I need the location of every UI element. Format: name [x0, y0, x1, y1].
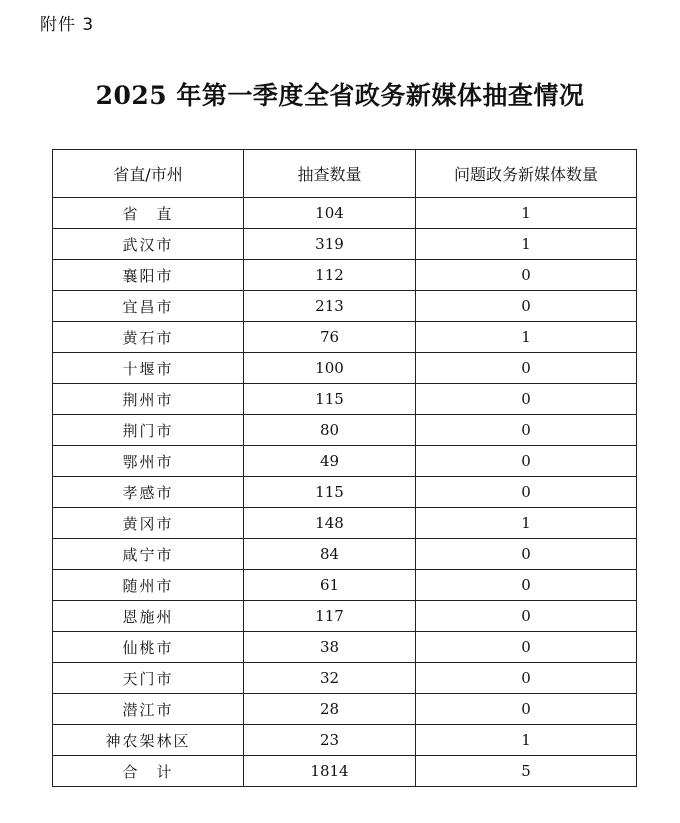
- problem-cell: 0: [416, 539, 637, 570]
- total-problem-cell: 5: [416, 756, 637, 787]
- table-row: [53, 291, 637, 322]
- sampled-cell: 115: [244, 477, 416, 508]
- table-body: [53, 198, 637, 787]
- region-cell: 潜江市: [53, 694, 244, 725]
- problem-cell: 1: [416, 725, 637, 756]
- inspection-table: [52, 149, 637, 787]
- header-region: 省直/市州: [53, 150, 244, 198]
- problem-cell: 0: [416, 694, 637, 725]
- table-row: [53, 632, 637, 663]
- total-row: [53, 756, 637, 787]
- region-cell: 仙桃市: [53, 632, 244, 663]
- region-cell: 襄阳市: [53, 260, 244, 291]
- sampled-cell: 100: [244, 353, 416, 384]
- header-sampled-count: 抽查数量: [244, 150, 416, 198]
- problem-cell: 1: [416, 198, 637, 229]
- sampled-cell: 76: [244, 322, 416, 353]
- problem-cell: 0: [416, 384, 637, 415]
- region-cell: 恩施州: [53, 601, 244, 632]
- table-row: [53, 601, 637, 632]
- problem-cell: 1: [416, 322, 637, 353]
- page-title: 2025 年第一季度全省政务新媒体抽查情况: [95, 81, 585, 110]
- table-row: [53, 446, 637, 477]
- table-row: [53, 477, 637, 508]
- problem-cell: 1: [416, 508, 637, 539]
- problem-cell: 1: [416, 229, 637, 260]
- region-cell: 荆门市: [53, 415, 244, 446]
- problem-cell: 0: [416, 291, 637, 322]
- problem-cell: 0: [416, 260, 637, 291]
- total-sampled-cell: 1814: [244, 756, 416, 787]
- region-cell: 天门市: [53, 663, 244, 694]
- problem-cell: 0: [416, 477, 637, 508]
- region-cell: 宜昌市: [53, 291, 244, 322]
- total-label-cell: 合 计: [53, 756, 244, 787]
- problem-cell: 0: [416, 601, 637, 632]
- region-cell: 荆州市: [53, 384, 244, 415]
- sampled-cell: 115: [244, 384, 416, 415]
- problem-cell: 0: [416, 663, 637, 694]
- attachment-label: 附件 3: [40, 15, 95, 35]
- sampled-cell: 49: [244, 446, 416, 477]
- sampled-cell: 148: [244, 508, 416, 539]
- problem-cell: 0: [416, 353, 637, 384]
- table-row: [53, 694, 637, 725]
- sampled-cell: 28: [244, 694, 416, 725]
- table-row: [53, 229, 637, 260]
- region-cell: 随州市: [53, 570, 244, 601]
- table-row: [53, 198, 637, 229]
- sampled-cell: 117: [244, 601, 416, 632]
- sampled-cell: 23: [244, 725, 416, 756]
- sampled-cell: 112: [244, 260, 416, 291]
- table-row: [53, 322, 637, 353]
- header-row: [53, 150, 637, 198]
- sampled-cell: 104: [244, 198, 416, 229]
- table-row: [53, 415, 637, 446]
- problem-cell: 0: [416, 446, 637, 477]
- table-row: [53, 353, 637, 384]
- table-row: [53, 508, 637, 539]
- table-row: [53, 570, 637, 601]
- region-cell: 黄石市: [53, 322, 244, 353]
- problem-cell: 0: [416, 632, 637, 663]
- problem-cell: 0: [416, 570, 637, 601]
- table-row: [53, 260, 637, 291]
- region-cell: 省 直: [53, 198, 244, 229]
- table-row: [53, 384, 637, 415]
- region-cell: 神农架林区: [53, 725, 244, 756]
- table-row: [53, 725, 637, 756]
- sampled-cell: 61: [244, 570, 416, 601]
- region-cell: 武汉市: [53, 229, 244, 260]
- region-cell: 黄冈市: [53, 508, 244, 539]
- sampled-cell: 80: [244, 415, 416, 446]
- sampled-cell: 32: [244, 663, 416, 694]
- region-cell: 孝感市: [53, 477, 244, 508]
- region-cell: 十堰市: [53, 353, 244, 384]
- header-problem-count: 问题政务新媒体数量: [416, 150, 637, 198]
- sampled-cell: 84: [244, 539, 416, 570]
- sampled-cell: 38: [244, 632, 416, 663]
- problem-cell: 0: [416, 415, 637, 446]
- sampled-cell: 213: [244, 291, 416, 322]
- region-cell: 鄂州市: [53, 446, 244, 477]
- table-row: [53, 663, 637, 694]
- sampled-cell: 319: [244, 229, 416, 260]
- table-header: [53, 150, 637, 198]
- table-row: [53, 539, 637, 570]
- region-cell: 咸宁市: [53, 539, 244, 570]
